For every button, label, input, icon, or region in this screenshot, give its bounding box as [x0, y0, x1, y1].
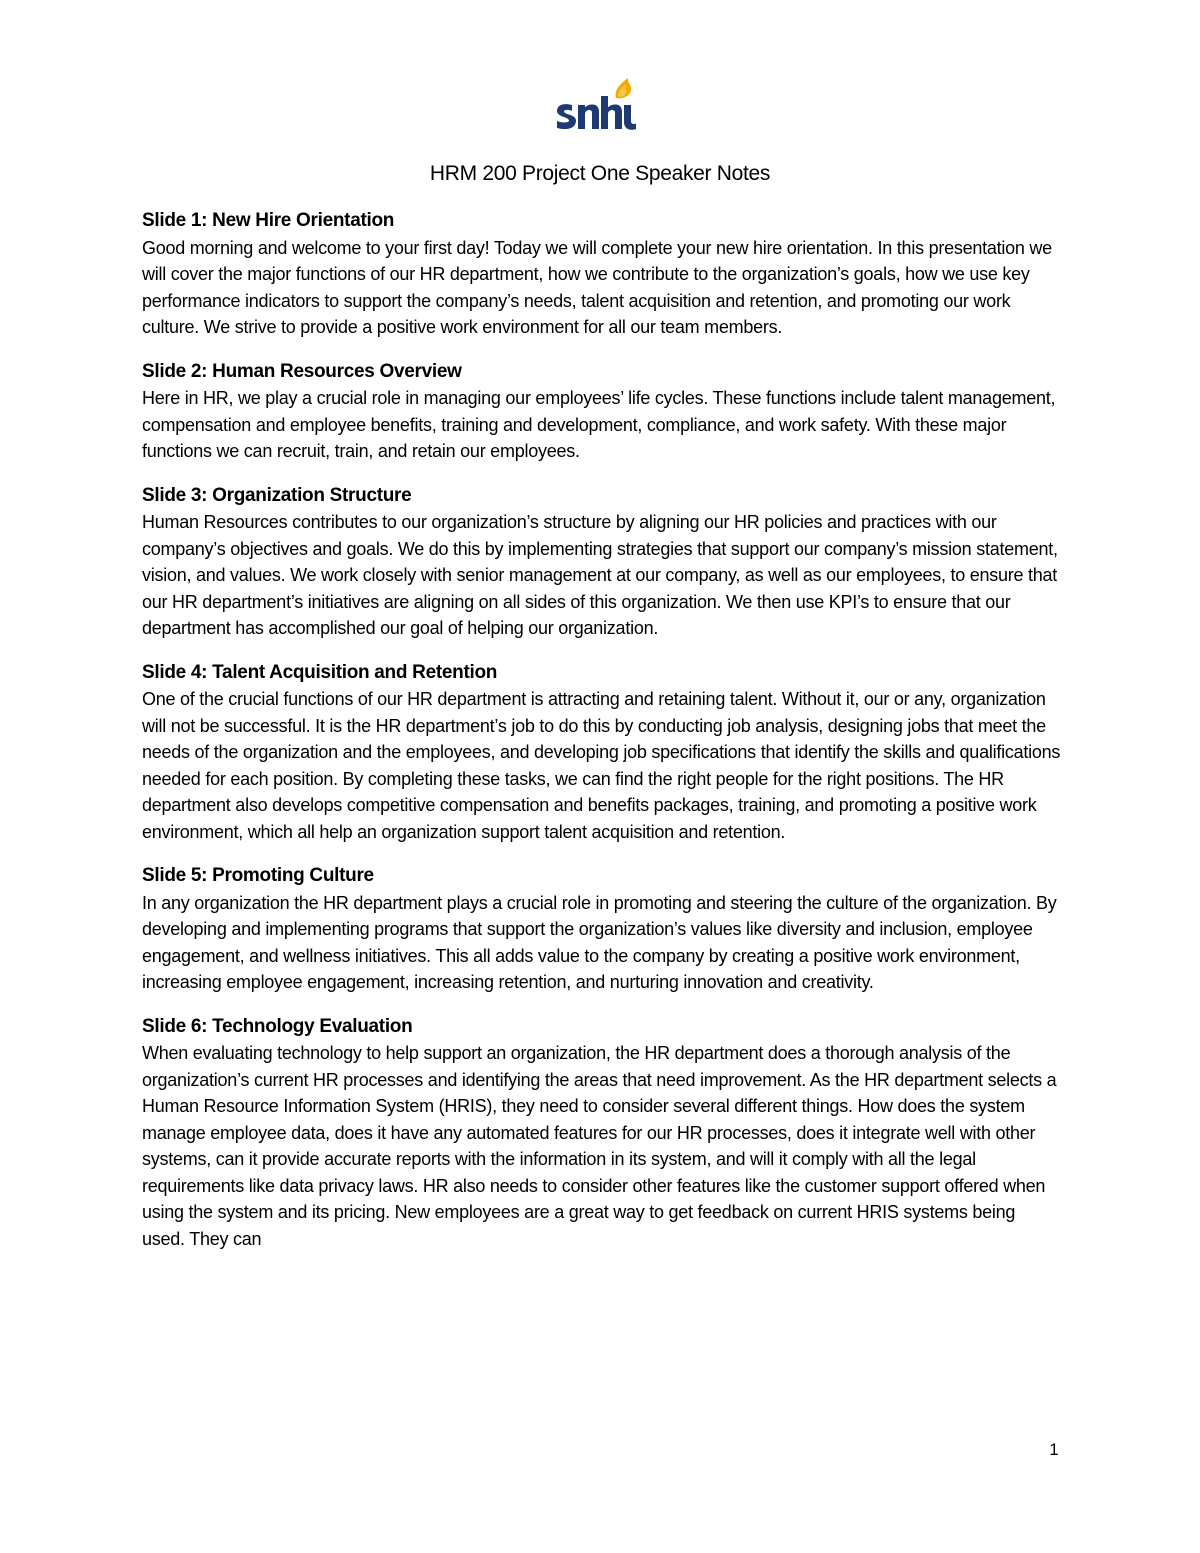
slide-heading: Slide 5: Promoting Culture [142, 865, 374, 886]
snhu-logo [554, 74, 638, 134]
slide-heading: Slide 6: Technology Evaluation [142, 1015, 413, 1037]
page-number: 1 [1049, 1440, 1059, 1459]
slide-note-section [142, 660, 1062, 846]
slide-heading: Slide 4: Talent Acquisition and Retention [142, 661, 498, 683]
slide-notes-text: In any organization the HR department plays a crucial role in promoting and steering the culture of the organization. By developing and implementing programs that support the organization’s values like diversity and inclusion, employee engagement, and wellness initiatives. This all adds value to the company by creating a positive work environment, increasing employee engagement, increasing retention, and nurturing innovation and creativity. [142, 892, 1057, 992]
slide-heading: Slide 2: Human Resources Overview [142, 360, 462, 382]
snhu-logo-graphic [554, 74, 638, 134]
slide-notes-text: Here in HR, we play a crucial role in managing our employees’ life cycles. These functions include talent management, compensation and employee benefits, training and development, compliance, and work safety. With these major functions we can recruit, train, and retain our employees. [142, 388, 1056, 461]
slide-note-section [142, 483, 1062, 642]
slide-notes-text: Good morning and welcome to your first day! Today we will complete your new hire orientation. In this presentation we will cover the major functions of our HR department, how we contribute to the organization’s goals, how we use key performance indicators to support the company’s needs, talent acquisition and retention, and promoting our work culture. We strive to provide a positive work environment for all our team members. [142, 237, 1052, 337]
slide-notes-text: When evaluating technology to help support an organization, the HR department does a thorough analysis of the organization’s current HR processes and identifying the areas that need improvement. As the HR department selects a Human Resource Information System (HRIS), they need to consider several different things. How does the system manage employee data, does it have any automated features for our HR processes, does it integrate well with other systems, can it provide accurate reports with the information in its system, and will it comply with all the legal requirements like data privacy laws. HR also needs to consider other features like the customer support offered when using the system and its pricing. New employees are a great way to get feedback on current HRIS systems being used. They can [142, 1043, 1057, 1249]
slide-heading: Slide 1: New Hire Orientation [142, 210, 395, 231]
slide-note-section [142, 1014, 1062, 1253]
slide-note-section [142, 359, 1062, 465]
speaker-notes-body [142, 208, 1062, 1270]
slide-note-section [142, 208, 1062, 341]
slide-heading: Slide 3: Organization Structure [142, 484, 412, 506]
slide-notes-text: One of the crucial functions of our HR department is attracting and retaining talent. Without it, our or any, organization will not be successful. It is the HR department’s job to do this by conducting job analysis, designing jobs that meet the needs of the organization and the employees, and developing job specifications that identify the skills and qualifications needed for each position. By completing these tasks, we can find the right people for the right positions. The HR department also develops competitive compensation and benefits packages, training, and promoting a positive work environment, which all help an organization support talent acquisition and retention. [142, 689, 1061, 842]
slide-note-section [142, 863, 1062, 996]
document-title: HRM 200 Project One Speaker Notes [429, 162, 771, 185]
slide-notes-text: Human Resources contributes to our organization’s structure by aligning our HR policies and practices with our company’s objectives and goals. We do this by implementing strategies that support our company’s mission statement, vision, and values. We work closely with senior management at our company, as well as our employees, to ensure that our HR department’s initiatives are aligning on all sides of this organization. We then use KPI’s to ensure that our department has accomplished our goal of helping our organization. [142, 512, 1058, 638]
